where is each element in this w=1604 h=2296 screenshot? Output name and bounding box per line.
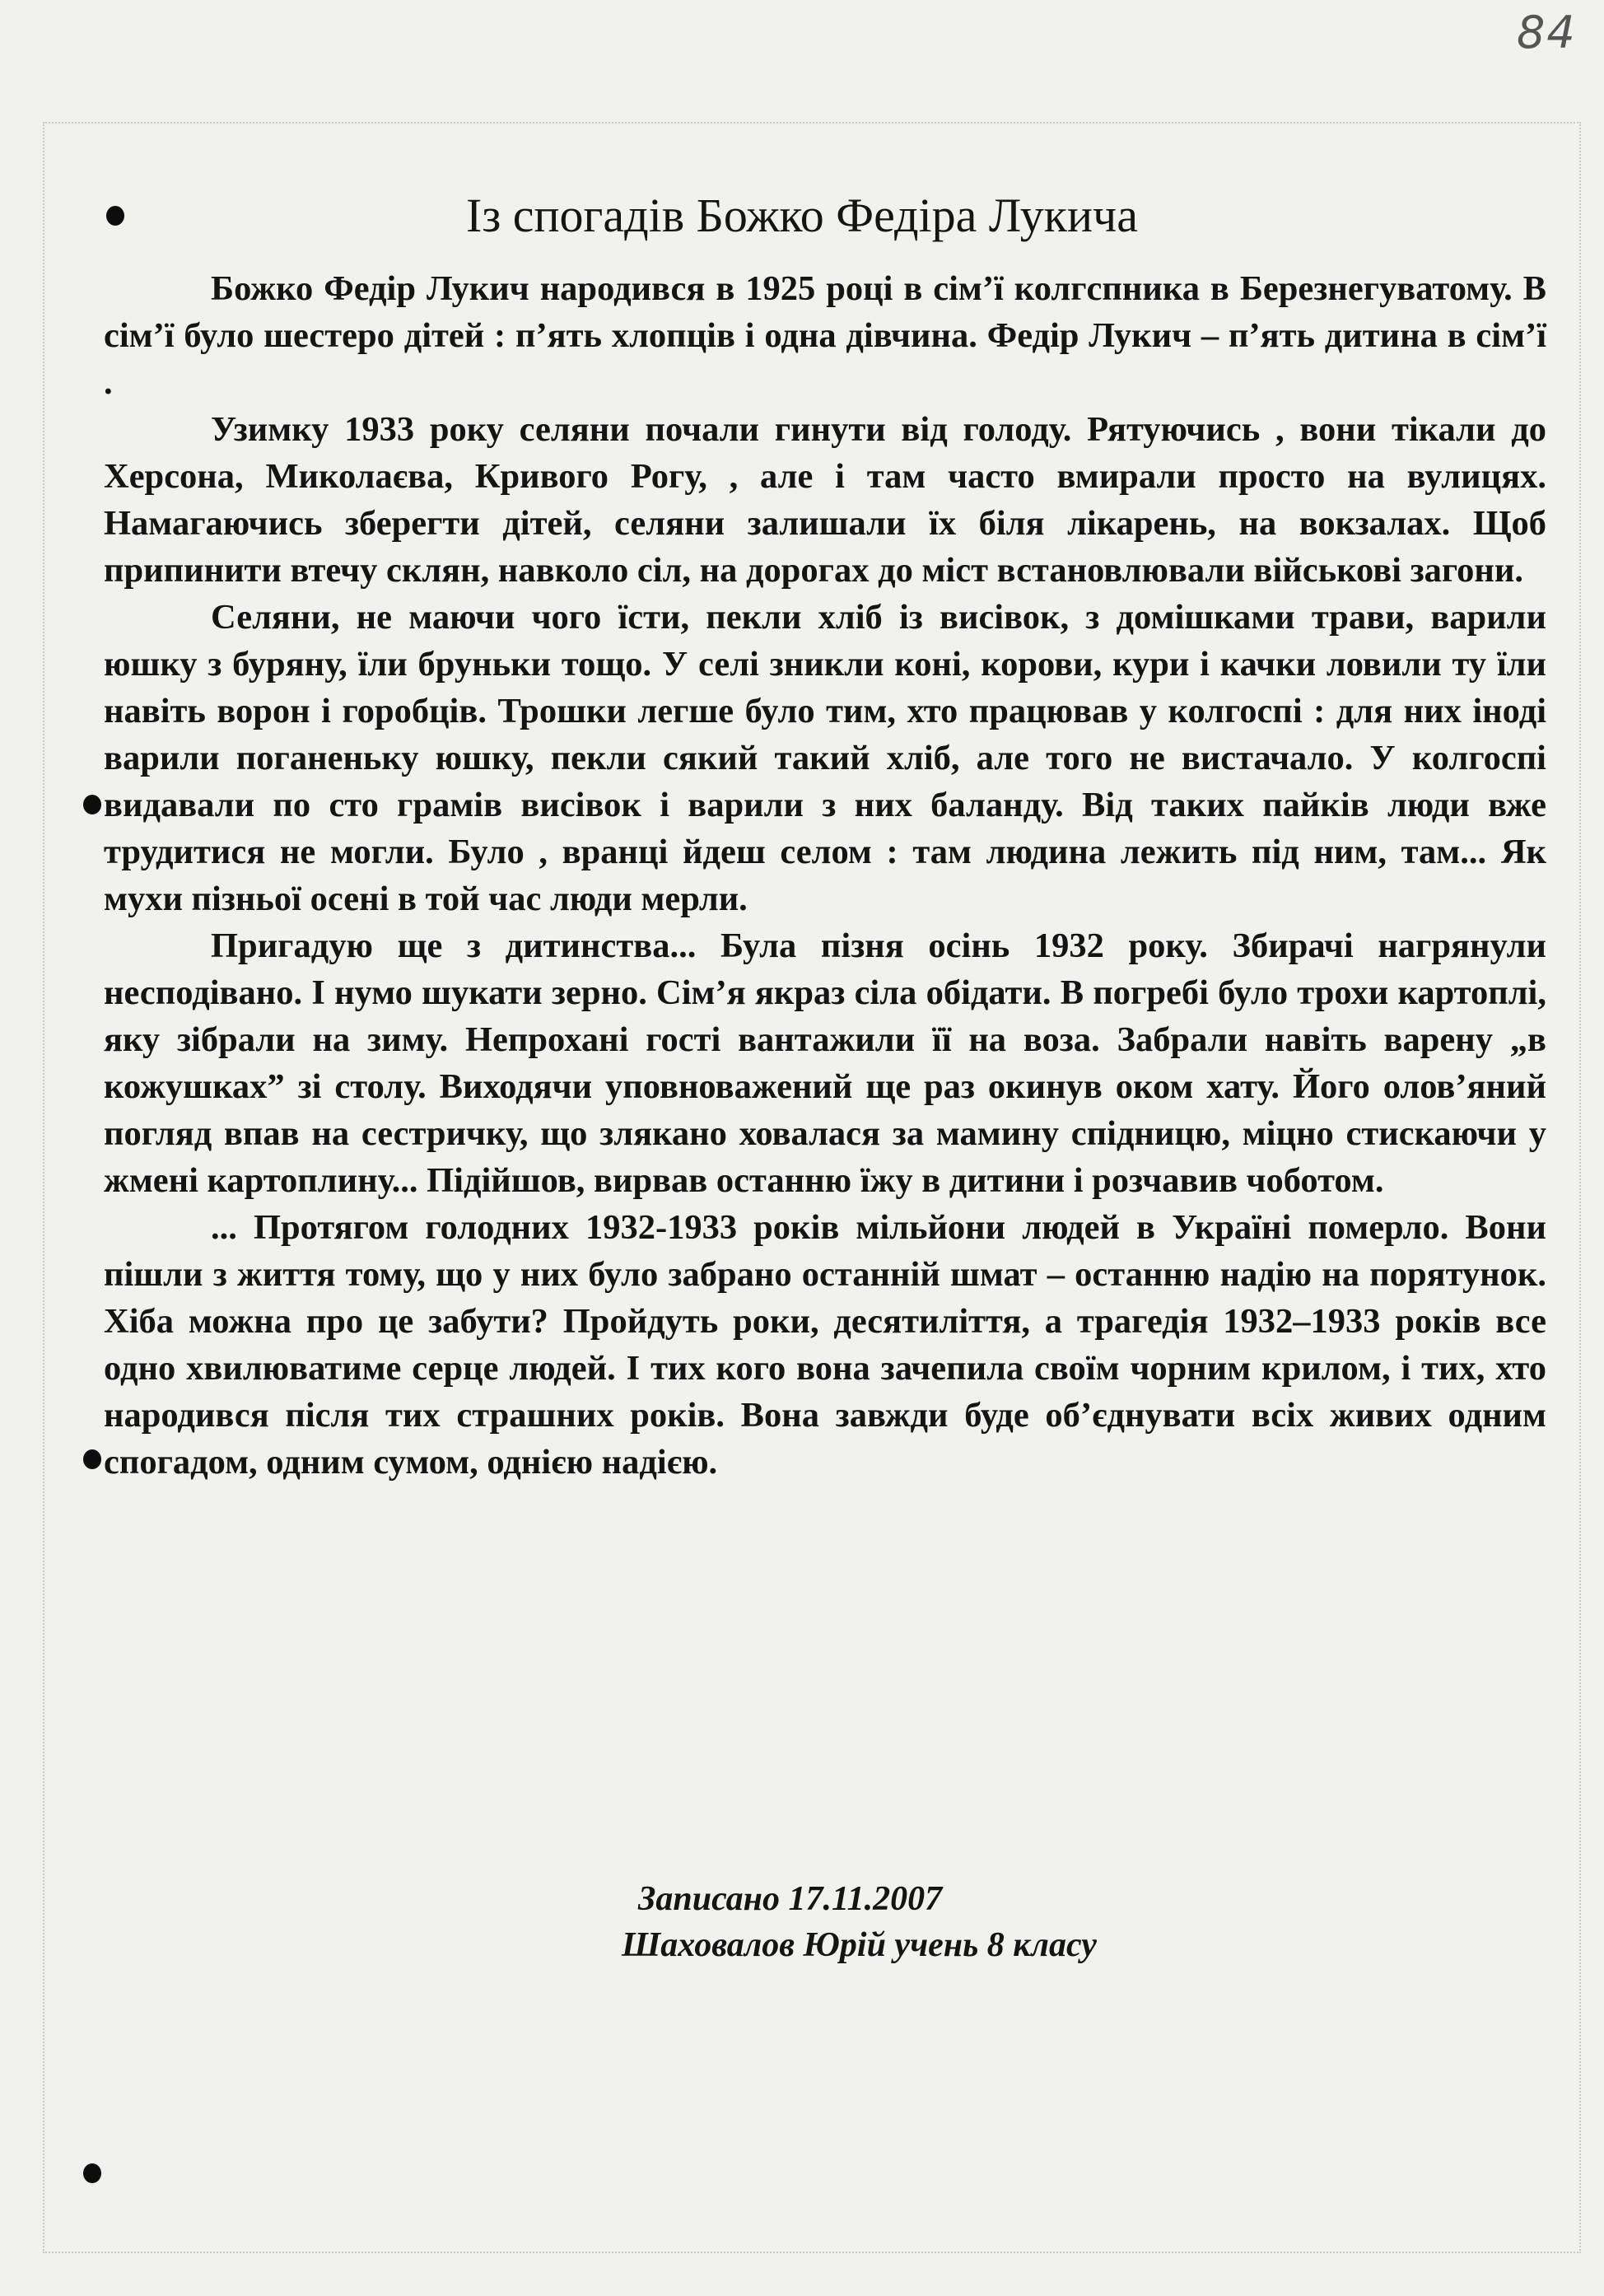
punch-hole [83,795,101,814]
paragraph: Селяни, не маючи чого їсти, пекли хліб із висівок, з домішками трави, варили юшку з буряну, їли бруньки тощо. У селі зникли коні, корови, кури і качки ловили ту їли навіть ворон і горобців. Трошки легше було тим, хто працював у колгоспі : для них іноді варили поганеньку юшку, пекли сякий такий хліб, але того не вистачало. У колгоспі видавали по сто грамів висівок і варили з них баланду. Від таких пайків люди вже трудитися не могли. Було , вранці йдеш селом : там людина лежить під ним, там... Як мухи пізньої осені в той час люди мерли. [104,598,1546,918]
document-body [104,265,1546,1486]
document-title: Із спогадів Божко Федіра Лукича [466,189,1138,242]
recorded-date: Записано 17.11.2007 [638,1880,943,1918]
paragraph: Божко Федір Лукич народився в 1925 році в сім’ї колгспника в Березнегуватому. В сім’ї було шестеро дітей : п’ять хлопців і одна дівчина. Федір Лукич – п’ять дитина в сім’ї . [104,269,1546,402]
signature-block [622,1876,1097,1968]
handwritten-page-number: 84 [1517,7,1577,58]
punch-hole [83,1449,101,1469]
punch-hole [83,2163,101,2183]
paragraph: ... Протягом голодних 1932-1933 років мільйони людей в Україні померло. Вони пішли з життя тому, що у них було забрано останній шмат – останню надію на порятунок. Хіба можна про це забути? Пройдуть роки, десятиліття, а трагедія 1932–1933 років все одно хвилюватиме серце людей. І тих кого вона зачепила своїм чорним крилом, і тих, хто народився після тих страшних років. Вона завжди буде об’єднувати всіх живих одним спогадом, одним сумом, однією надією. [104,1208,1546,1482]
author-name: Шаховалов Юрій учень 8 класу [622,1926,1097,1964]
paragraph: Узимку 1933 року селяни почали гинути від голоду. Рятуючись , вони тікали до Херсона, Миколаєва, Кривого Рогу, , але і там часто вмирали просто на вулицях. Намагаючись зберегти дітей, селяни залишали їх біля лікарень, на вокзалах. Щоб припинити втечу склян, навколо сіл, на дорогах до міст встановлювали військові загони. [104,410,1546,590]
paragraph: Пригадую ще з дитинства... Була пізня осінь 1932 року. Збирачі нагрянули несподівано. І нумо шукати зерно. Сім’я якраз сіла обідати. В погребі було трохи картоплі, яку зібрали на зиму. Непрохані гості вантажили її на воза. Забрали навіть варену „в кожушках” зі столу. Виходячи уповноважений ще раз окинув оком хату. Його олов’яний погляд впав на сестричку, що злякано ховалася за мамину спідницю, міцно стискаючи у жмені картоплину... Підійшов, вирвав останню їжу в дитини і розчавив чоботом. [104,926,1546,1200]
